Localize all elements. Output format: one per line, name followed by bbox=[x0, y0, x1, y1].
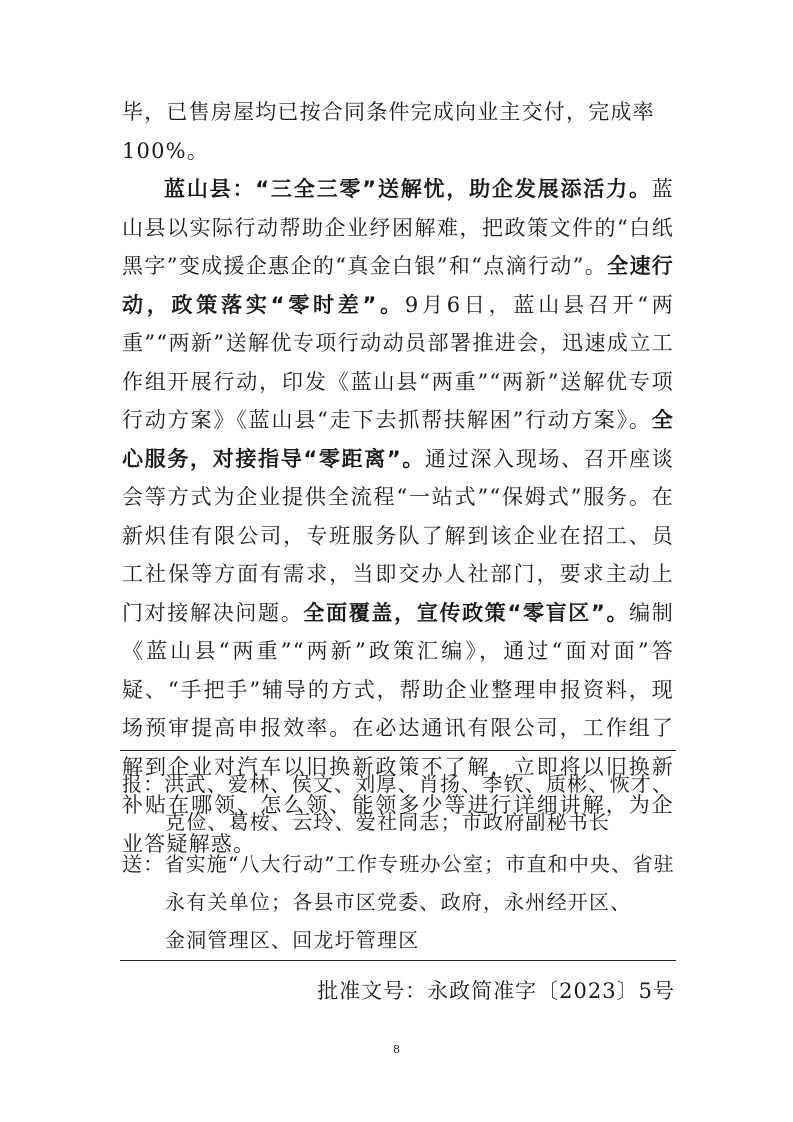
lanshan-bold-4: 全面覆盖，宣传政策“零盲区”。 bbox=[303, 600, 630, 625]
lanshan-bold-3: 全心服务，对接指导“零距离”。 bbox=[122, 408, 674, 471]
report-line-2: 克俭、葛桉、云玲、爱社同志；市政府副秘书长 bbox=[165, 810, 611, 834]
page-number: 8 bbox=[393, 1043, 400, 1056]
send-line-3: 金洞管理区、回龙圩管理区 bbox=[165, 928, 420, 952]
body-text bbox=[122, 93, 674, 863]
lanshan-bold-2: 全速行动，政策落实“零时差”。 bbox=[122, 254, 674, 317]
paragraph-intro bbox=[122, 93, 674, 170]
report-line-1: 洪武、爱林、侯文、刘厚、肖扬、李钦、质彬、恢才、 bbox=[164, 772, 674, 796]
lanshan-text-2: 9月6日，蓝山县召开“两重”“两新”送解优专项行动动员部署推进会，迅速成立工作组开展行动，印发《蓝山县“两重”“两新”送解优专项行动方案》《蓝山县“走下去抓帮扶解困”行动方案》。 bbox=[122, 292, 674, 432]
lanshan-text-4: 编制《蓝山县“两重”“两新”政策汇编》，通过“面对面”答疑、“手把手”辅导的方式，帮助企业整理申报资料，现场预审提高申报效率。在必达通讯有限公司，工作组了解到企业对汽车以旧换新政策不了解，立即将以旧换新补贴在哪领、怎么领、能领多少等进行详细讲解，为企业答疑解惑。 bbox=[122, 600, 674, 856]
send-block bbox=[122, 845, 678, 959]
send-label: 送： bbox=[122, 852, 165, 876]
divider-top bbox=[120, 750, 676, 751]
lanshan-text-1: 蓝山县以实际行动帮助企业纾困解难，把政策文件的“白纸黑字”变成援企惠企的“真金白银”和“点滴行动”。 bbox=[122, 177, 674, 278]
report-block bbox=[122, 765, 678, 841]
intro-line-2: 100%。 bbox=[122, 138, 210, 163]
report-label: 报： bbox=[122, 772, 165, 796]
send-line-2: 永有关单位；各县市区党委、政府，永州经开区、 bbox=[165, 890, 632, 914]
lanshan-heading: 蓝山县：“三全三零”送解忧，助企发展添活力。 bbox=[164, 177, 652, 201]
approval-number: 批准文号：永政简准字〔2023〕5号 bbox=[317, 979, 675, 1003]
divider-bottom bbox=[120, 960, 676, 961]
lanshan-text-3: 通过深入现场、召开座谈会等方式为企业提供全流程“一站式”“保姆式”服务。在新炽佳有限公司，专班服务队了解到该企业在招工、员工社保等方面有需求，当即交办人社部门，要求主动上门对接解决问题。 bbox=[122, 446, 674, 625]
send-line-1: 省实施“八大行动”工作专班办公室；市直和中央、省驻 bbox=[164, 852, 675, 876]
paragraph-lanshan bbox=[122, 170, 674, 863]
intro-line-1: 毕，已售房屋均已按合同条件完成向业主交付，完成率 bbox=[122, 100, 655, 124]
